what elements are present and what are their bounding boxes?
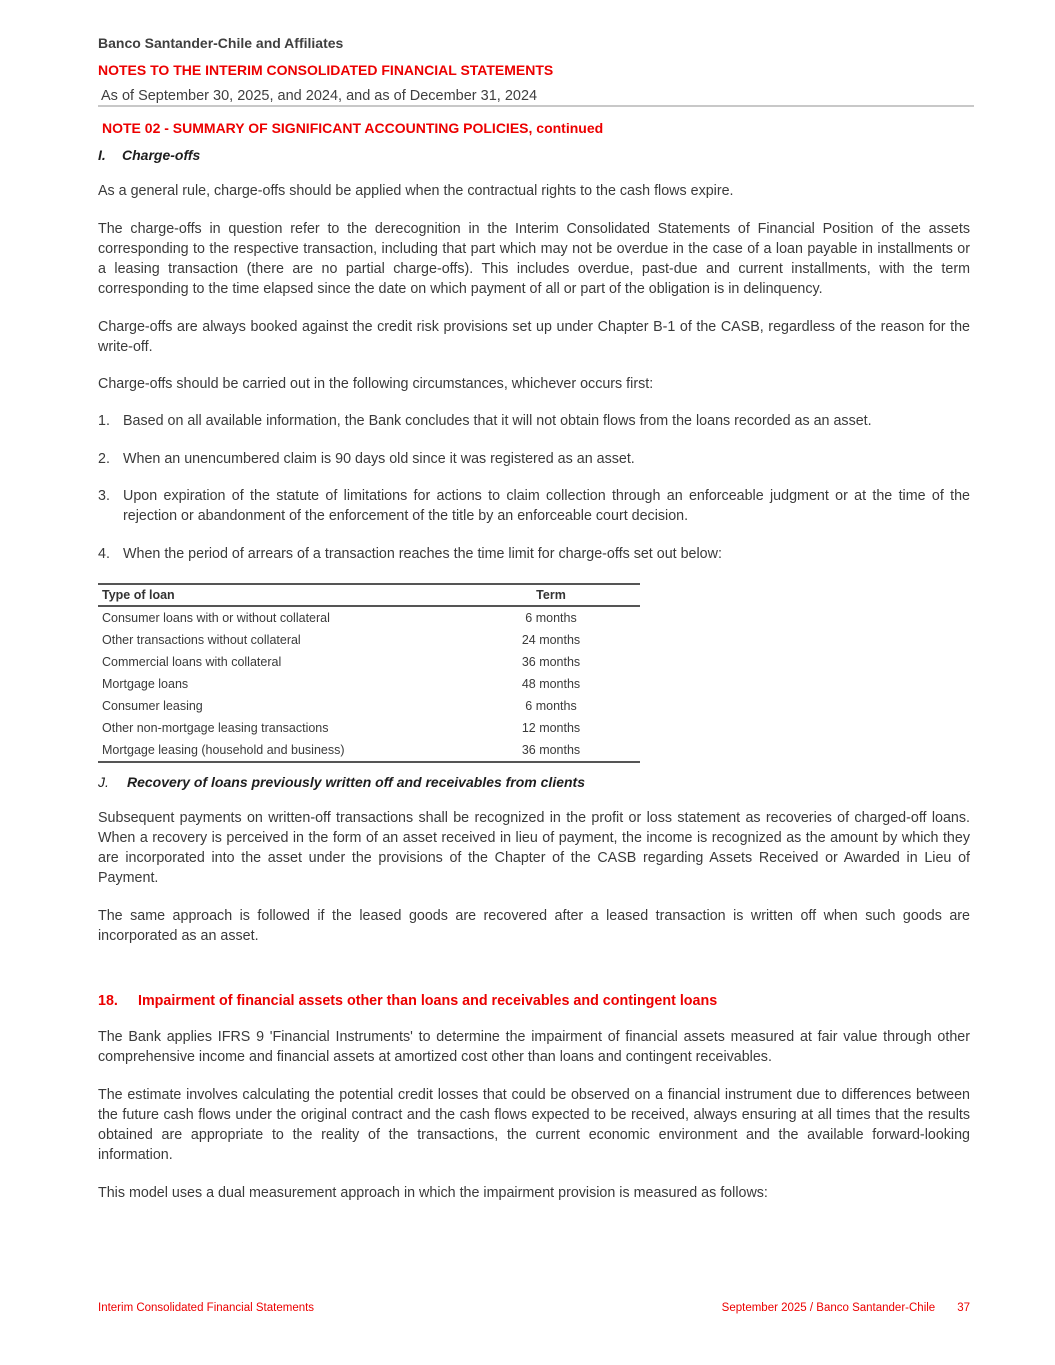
date-line: As of September 30, 2025, and 2024, and as of December 31, 2024 [101,88,538,104]
table-cell-term: 48 months [521,677,581,691]
table-header-row [98,584,640,606]
section-j-title: Recovery of loans previously written off and receivables from clients [127,774,586,790]
section-18-paragraph-3: This model uses a dual measurement approach in which the impairment provision is measured as follows: [98,1185,768,1201]
section-i-paragraph-2: The charge-offs in question refer to the derecognition in the Interim Consolidated Statements of Financial Position of the assets corresponding to the respective transaction, including that part which may not be overdue in the case of a loan payable in installments or a leasing transaction (there are no partial charge-offs). This includes overdue, past-due and current installments, with the term corresponding to the time elapsed since the date on which payment of all or part of the obligation is in delinquency. [98,221,970,297]
table-cell-type: Other non-mortgage leasing transactions [102,721,329,735]
table-row [98,629,640,651]
header-divider [98,105,974,107]
section-i-paragraph-3: Charge-offs are always booked against the credit risk provisions set up under Chapter B-1 of the CASB, regardless of the reason for the write-off. [98,319,970,355]
section-18-number: 18. [98,993,118,1009]
section-j-heading [98,774,585,790]
table-row [98,739,640,762]
list-item-number: 2. [98,451,110,467]
table-cell-term: 36 months [462,739,640,762]
table-cell-term: 24 months [521,633,581,647]
section-i-heading [98,147,200,163]
charge-off-terms-table [98,583,640,763]
section-18-paragraph-2: The estimate involves calculating the potential credit losses that could be observed on a financial instrument due to differences between the future cash flows under the original contract and the cash flows expected to be received, always ensuring at all times that the results obtained are appropriate to the reality of the transactions, the current economic environment and the available forward-looking information. [98,1087,970,1163]
table-cell-term: 12 months [521,721,581,735]
list-item-4 [98,544,970,564]
footer-period [722,1302,970,1314]
list-item-text: When the period of arrears of a transaction reaches the time limit for charge-offs set out below: [123,546,722,562]
section-i-paragraph-4: Charge-offs should be carried out in the following circumstances, whichever occurs first: [98,376,654,392]
table-cell-type: Mortgage leasing (household and business) [98,739,462,762]
page-number: 37 [957,1302,970,1314]
table-row [98,717,640,739]
footer-period-text: September 2025 / Banco Santander-Chile [721,1302,936,1314]
table-cell-type: Mortgage loans [102,677,189,691]
table-cell-term: 36 months [521,655,581,669]
section-j-paragraph-1: Subsequent payments on written-off transactions shall be recognized in the profit or loss statement as recoveries of charged-off loans. When a recovery is perceived in the form of an asset received in lieu of payment, the income is recognized as the amount by which they are incorporated into the asset under the provisions of the Chapter of the CASB regarding Assets Received or Awarded in Lieu of Payment. [98,810,970,886]
table-cell-type: Commercial loans with collateral [102,655,282,669]
section-i-title: Charge-offs [122,147,201,163]
list-item-text: When an unencumbered claim is 90 days old since it was registered as an asset. [123,451,635,467]
table-cell-type: Consumer leasing [102,699,203,713]
section-18-paragraph-1: The Bank applies IFRS 9 'Financial Instruments' to determine the impairment of financial assets measured at fair value through other comprehensive income and financial assets at amortized cost other than loans and contingent receivables. [98,1029,970,1065]
list-item-1 [98,411,970,431]
list-item-text: Upon expiration of the statute of limitations for actions to claim collection through an enforceable judgment or at the time of the rejection or abandonment of the enforcement of the title by an enforceable court decision. [123,488,970,524]
note-title: NOTE 02 - SUMMARY OF SIGNIFICANT ACCOUNTING POLICIES, continued [102,120,604,136]
list-item-number: 1. [98,413,110,429]
list-item-text: Based on all available information, the Bank concludes that it will not obtain flows from the loans recorded as an asset. [123,413,872,429]
notes-title: NOTES TO THE INTERIM CONSOLIDATED FINANCIAL STATEMENTS [98,62,554,78]
column-header-type: Type of loan [98,584,462,606]
company-name: Banco Santander-Chile and Affiliates [98,35,344,51]
table-cell-type: Other transactions without collateral [102,633,301,647]
section-18-title: Impairment of financial assets other than loans and receivables and contingent loans [138,993,718,1009]
column-header-term: Term [462,584,640,606]
table-cell-type: Consumer loans with or without collateral [102,611,330,625]
section-i-paragraph-1: As a general rule, charge-offs should be applied when the contractual rights to the cash flows expire. [98,183,734,199]
table-cell-term: 6 months [525,699,577,713]
list-item-number: 4. [98,546,110,562]
section-18-heading [98,993,717,1009]
list-item-2 [98,449,970,469]
table-row [98,651,640,673]
footer-document-title: Interim Consolidated Financial Statements [98,1302,315,1314]
table-cell-term: 6 months [525,611,577,625]
table-row [98,673,640,695]
table-row [98,606,640,629]
section-j-paragraph-2: The same approach is followed if the leased goods are recovered after a leased transaction is written off when such goods are incorporated as an asset. [98,908,970,944]
section-i-letter: I. [98,147,106,163]
list-item-3 [98,486,970,526]
section-j-letter: J. [98,774,109,790]
table-row [98,695,640,717]
list-item-number: 3. [98,488,110,504]
